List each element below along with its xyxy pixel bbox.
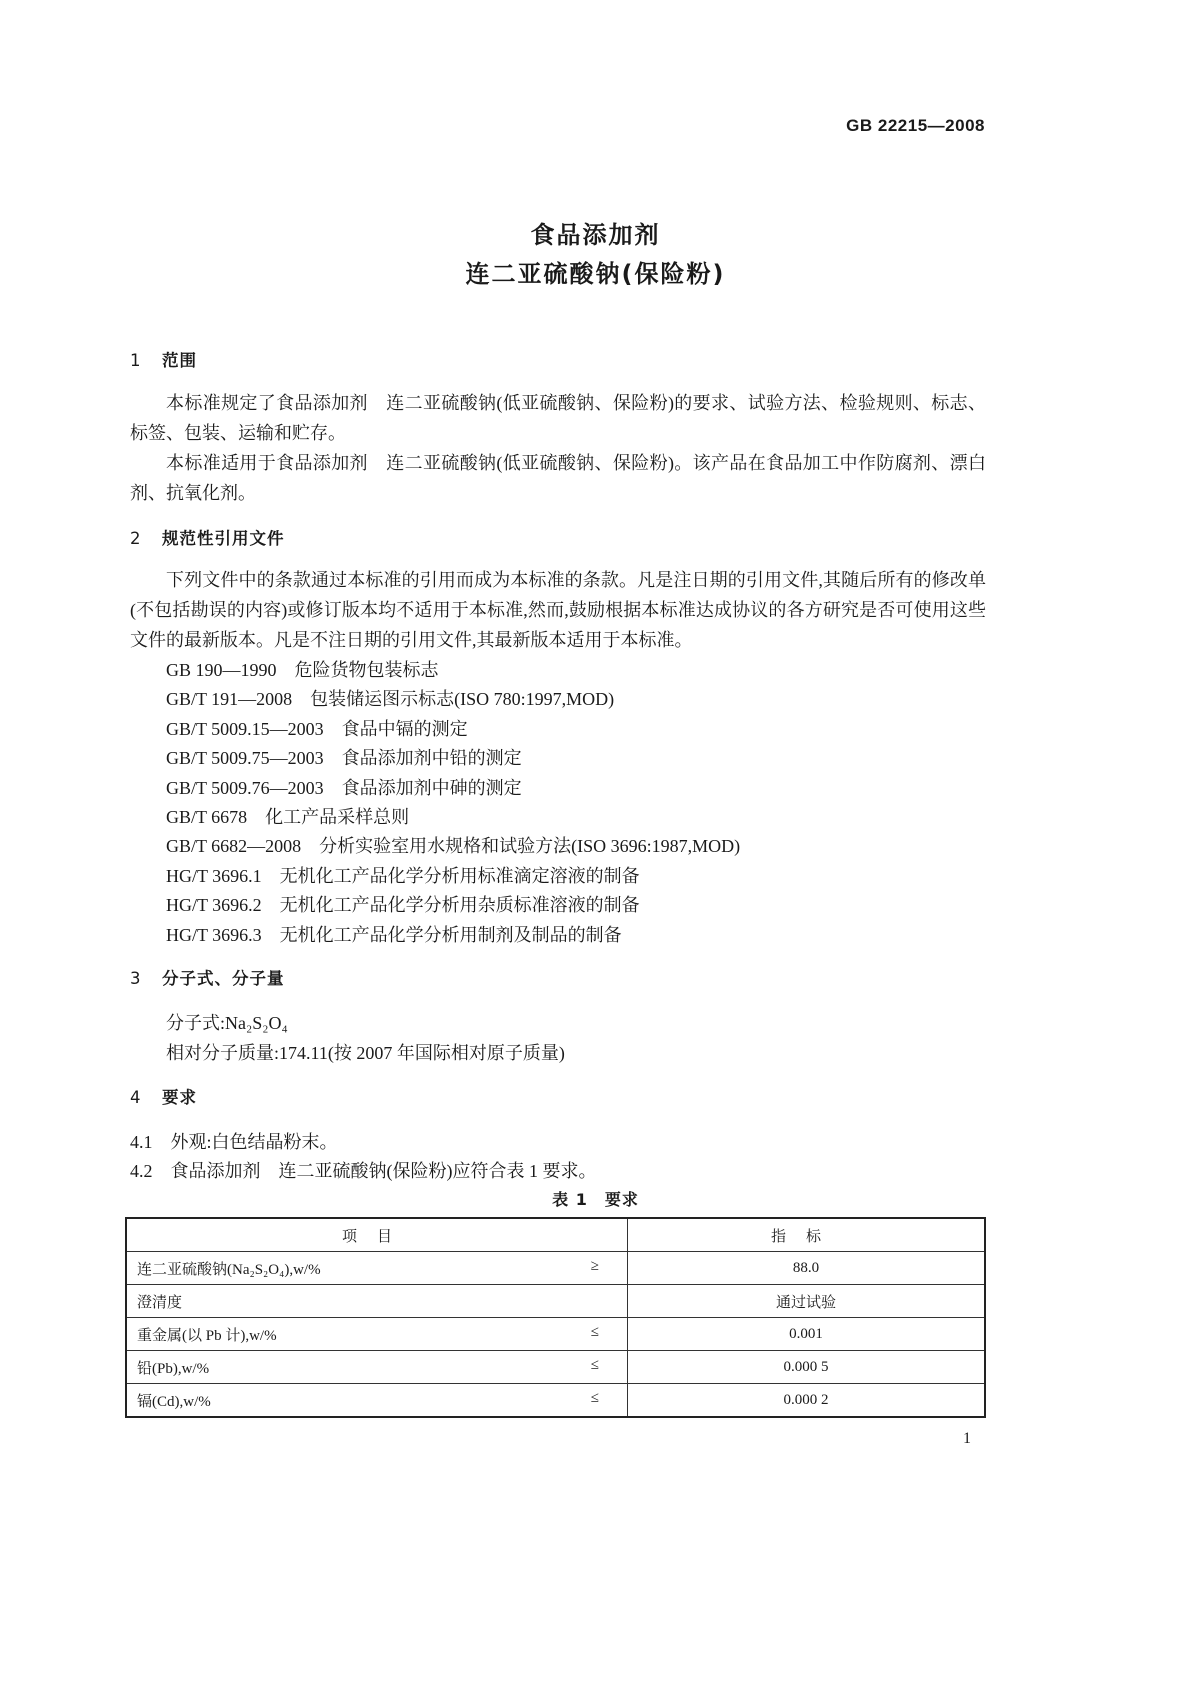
item-label: 重金属(以 Pb 计),w/%: [137, 1327, 277, 1344]
clause-4-1: 4.1 外观:白色结晶粉末。: [130, 1132, 338, 1152]
reference-item: GB/T 5009.75—2003 食品添加剂中铅的测定: [166, 748, 522, 768]
section-number: 2: [130, 529, 142, 548]
table-caption: 表 1 要求: [552, 1190, 639, 1209]
operator: ≤: [590, 1356, 599, 1373]
operator: ≥: [590, 1257, 599, 1274]
item-cell: [126, 1285, 628, 1318]
requirements-table: [125, 1217, 986, 1418]
paragraph: 下列文件中的条款通过本标准的引用而成为本标准的条款。凡是注日期的引用文件,其随后所有的修改单(不包括勘误的内容)或修订版本均不适用于本标准,然而,鼓励根据本标准达成协议的各方研究是否可使用这些文件的最新版本。凡是不注日期的引用文件,其最新版本适用于本标准。: [130, 570, 986, 650]
item-label: 镉(Cd),w/%: [137, 1393, 211, 1410]
value-cell: 通过试验: [628, 1285, 986, 1318]
item-cell: [126, 1318, 628, 1351]
item-label: 澄清度: [137, 1294, 183, 1311]
section-2-heading: [130, 525, 285, 549]
value-cell: 88.0: [628, 1252, 986, 1285]
reference-item: GB/T 5009.76—2003 食品添加剂中砷的测定: [166, 778, 522, 798]
value-cell: 0.000 2: [628, 1384, 986, 1418]
reference-item: GB/T 6682—2008 分析实验室用水规格和试验方法(ISO 3696:1987,MOD): [166, 836, 741, 856]
clause-4-2: 4.2 食品添加剂 连二亚硫酸钠(保险粉)应符合表 1 要求。: [130, 1161, 597, 1181]
reference-item: GB/T 6678 化工产品采样总则: [166, 807, 410, 827]
molecular-mass: 相对分子质量:174.11(按 2007 年国际相对原子质量): [166, 1043, 565, 1063]
reference-item: HG/T 3696.3 无机化工产品化学分析用制剂及制品的制备: [166, 925, 622, 945]
table-row: [126, 1252, 985, 1285]
table-row: [126, 1384, 985, 1418]
column-header-value: 指标: [628, 1218, 986, 1252]
standard-number: GB 22215—2008: [846, 116, 985, 135]
table-row: [126, 1285, 985, 1318]
section-3-heading: [130, 965, 285, 989]
value-cell: 0.001: [628, 1318, 986, 1351]
table-row: [126, 1318, 985, 1351]
reference-item: GB/T 191—2008 包装储运图示标志(ISO 780:1997,MOD): [166, 689, 615, 709]
section-title: 范围: [162, 351, 197, 370]
page-number: 1: [963, 1430, 971, 1447]
column-header-item: 项目: [126, 1218, 628, 1252]
operator: ≤: [590, 1389, 599, 1406]
section-title: 规范性引用文件: [162, 529, 285, 548]
section-number: 1: [130, 351, 142, 370]
paragraph: 本标准规定了食品添加剂 连二亚硫酸钠(低亚硫酸钠、保险粉)的要求、试验方法、检验规则、标志、标签、包装、运输和贮存。: [130, 393, 986, 443]
section-number: 3: [130, 969, 142, 988]
section-1-heading: [130, 347, 197, 371]
document-title-line1: 食品添加剂: [530, 221, 661, 249]
item-cell: [126, 1252, 628, 1285]
section-title: 分子式、分子量: [162, 969, 285, 988]
section-4-heading: [130, 1084, 197, 1108]
operator: ≤: [590, 1323, 599, 1340]
reference-item: GB/T 5009.15—2003 食品中镉的测定: [166, 719, 468, 739]
value-cell: 0.000 5: [628, 1351, 986, 1384]
reference-item: HG/T 3696.1 无机化工产品化学分析用标准滴定溶液的制备: [166, 866, 640, 886]
molecular-formula: 分子式:Na₂S₂O₄: [166, 1013, 288, 1033]
section-number: 4: [130, 1088, 142, 1107]
reference-item: HG/T 3696.2 无机化工产品化学分析用杂质标准溶液的制备: [166, 895, 640, 915]
item-cell: [126, 1384, 628, 1418]
table-row: [126, 1351, 985, 1384]
item-cell: [126, 1351, 628, 1384]
item-label: 铅(Pb),w/%: [137, 1360, 210, 1377]
table-header-row: [126, 1218, 985, 1252]
document-title-line2: 连二亚硫酸钠(保险粉): [465, 260, 726, 288]
reference-item: GB 190—1990 危险货物包装标志: [166, 660, 439, 680]
item-label: 连二亚硫酸钠(Na₂S₂O₄),w/%: [137, 1261, 321, 1278]
section-title: 要求: [162, 1088, 197, 1107]
paragraph: 本标准适用于食品添加剂 连二亚硫酸钠(低亚硫酸钠、保险粉)。该产品在食品加工中作防腐剂、漂白剂、抗氧化剂。: [130, 453, 986, 503]
